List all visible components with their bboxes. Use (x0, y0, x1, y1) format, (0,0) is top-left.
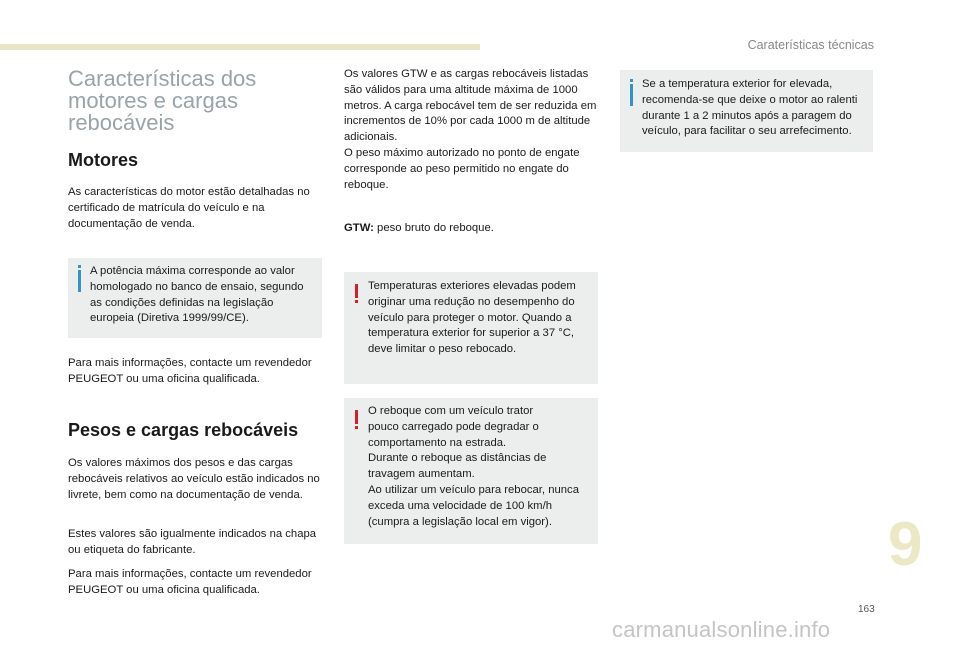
para-contact-1: Para mais informações, contacte um revendedor PEUGEOT ou uma oficina qualificada. (68, 357, 312, 385)
info-icon (78, 270, 81, 292)
para-weights: Os valores máximos dos pesos e das cargas rebocáveis relativos ao veículo estão indicados no livrete, bem como na documentação de venda. (68, 457, 320, 501)
info-box-power (68, 258, 322, 338)
gtw-label: GTW: (344, 222, 374, 234)
warning-icon (355, 284, 358, 298)
info-box-engine-idle (620, 70, 873, 152)
heading-pesos: Pesos e cargas rebocáveis (68, 420, 299, 440)
chapter-number: 9 (888, 510, 923, 579)
header-accent-bar (0, 44, 480, 50)
section-header-title: Caraterísticas técnicas (747, 38, 874, 52)
page-number: 163 (858, 604, 875, 615)
warning-icon (355, 410, 358, 424)
watermark: carmanualsonline.info (612, 617, 831, 642)
para-motor-details: As características do motor estão detalhadas no certificado de matrícula do veículo e na documentação de venda. (68, 186, 310, 230)
info-icon (630, 84, 633, 106)
warning-box-towing (344, 398, 598, 544)
warning-towing-text: O reboque com um veículo trator pouco carregado pode degradar o comportamento na estrada. Durante o reboque as distâncias de travagem aumentam. Ao utilizar um veículo para rebocar, nunca exceda uma velocidade de 100 km/h (cumpra a legislação local em vigor). (368, 405, 579, 528)
info-power-text: A potência máxima corresponde ao valor homologado no banco de ensaio, segundo as condições definidas na legislação europeia (Diretiva 1999/99/CE). (90, 265, 304, 325)
para-gtw-definition (344, 221, 600, 237)
para-plate: Estes valores são igualmente indicados na chapa ou etiqueta do fabricante. (68, 528, 317, 556)
warning-box-temperature (344, 272, 598, 384)
info-engine-idle-text: Se a temperatura exterior for elevada, recomenda-se que deixe o motor ao ralenti durante 1 a 2 minutos após a paragem do veículo, para facilitar o seu arrefecimento. (642, 78, 858, 138)
gtw-definition-text: peso bruto do reboque. (373, 222, 494, 234)
para-gtw-values: Os valores GTW e as cargas rebocáveis listadas são válidos para uma altitude máxima de 1000 metros. A carga rebocável tem de ser reduzida em incrementos de 10% por cada 1000 m de altitude adicionais. O peso máximo autorizado no ponto de engate corresponde ao peso permitido no engate do reboque. (344, 68, 597, 191)
para-contact-2: Para mais informações, contacte um revendedor PEUGEOT ou uma oficina qualificada. (68, 568, 312, 596)
warning-temperature-text: Temperaturas exteriores elevadas podem originar uma redução no desempenho do veículo para proteger o motor. Quando a temperatura exterior for superior a 37 °C, deve limitar o peso rebocado. (368, 280, 576, 356)
page-title: Características dos motores e cargas rebocáveis (68, 66, 257, 135)
heading-motores: Motores (68, 150, 139, 170)
